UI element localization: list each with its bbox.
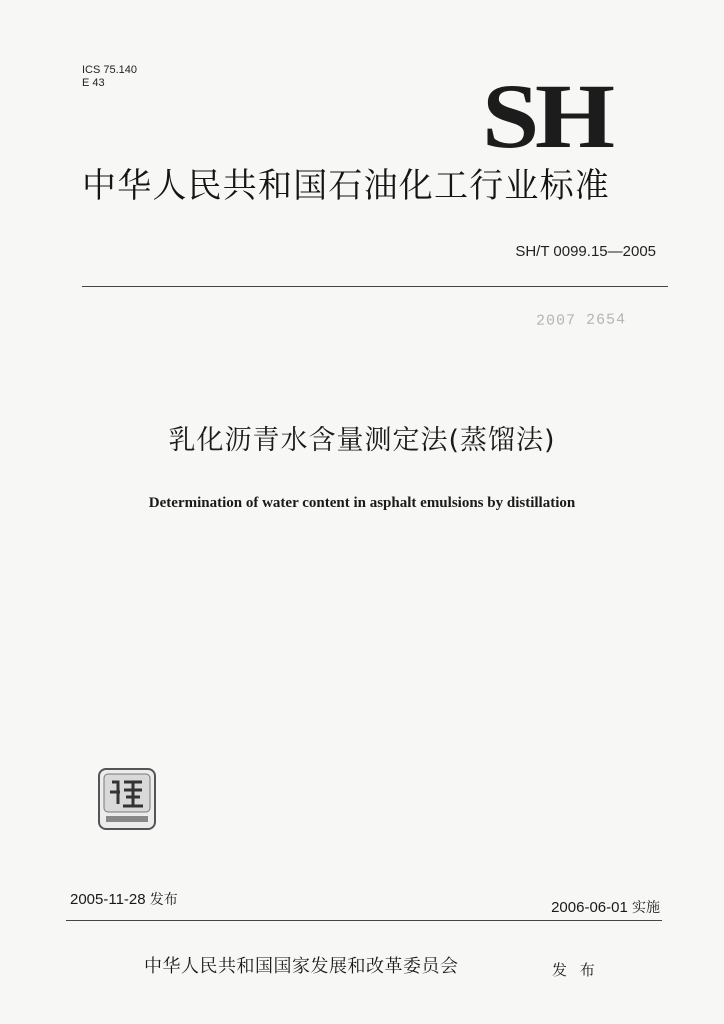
header-divider (82, 286, 668, 287)
implementation-date-value: 2006-06-01 (551, 899, 628, 916)
publish-label: 发 布 (552, 961, 599, 979)
document-title-chinese: 乳化沥青水含量测定法(蒸馏法) (168, 425, 556, 456)
ics-code: ICS 75.140 (82, 64, 138, 76)
issue-date (70, 891, 178, 909)
classification-codes (82, 64, 137, 90)
implementation-date-label: 实施 (632, 900, 660, 916)
issue-date-value: 2005-11-28 (70, 891, 146, 908)
footer-divider (66, 920, 662, 921)
sh-logo: SH (482, 65, 611, 167)
library-seal-icon (98, 768, 156, 830)
publisher-name: 中华人民共和国国家发展和改革委员会 (144, 956, 459, 977)
implementation-date (551, 899, 660, 917)
document-title-english: Determination of water content in asphalt emulsions by distillation (148, 495, 576, 511)
archive-stamp-number: 2007 2654 (535, 311, 627, 330)
ccs-code: E 43 (82, 77, 105, 89)
standard-number: SH/T 0099.15—2005 (515, 243, 656, 260)
issue-date-label: 发布 (149, 892, 178, 908)
standard-category-title: 中华人民共和国石油化工行业标准 (82, 166, 610, 206)
